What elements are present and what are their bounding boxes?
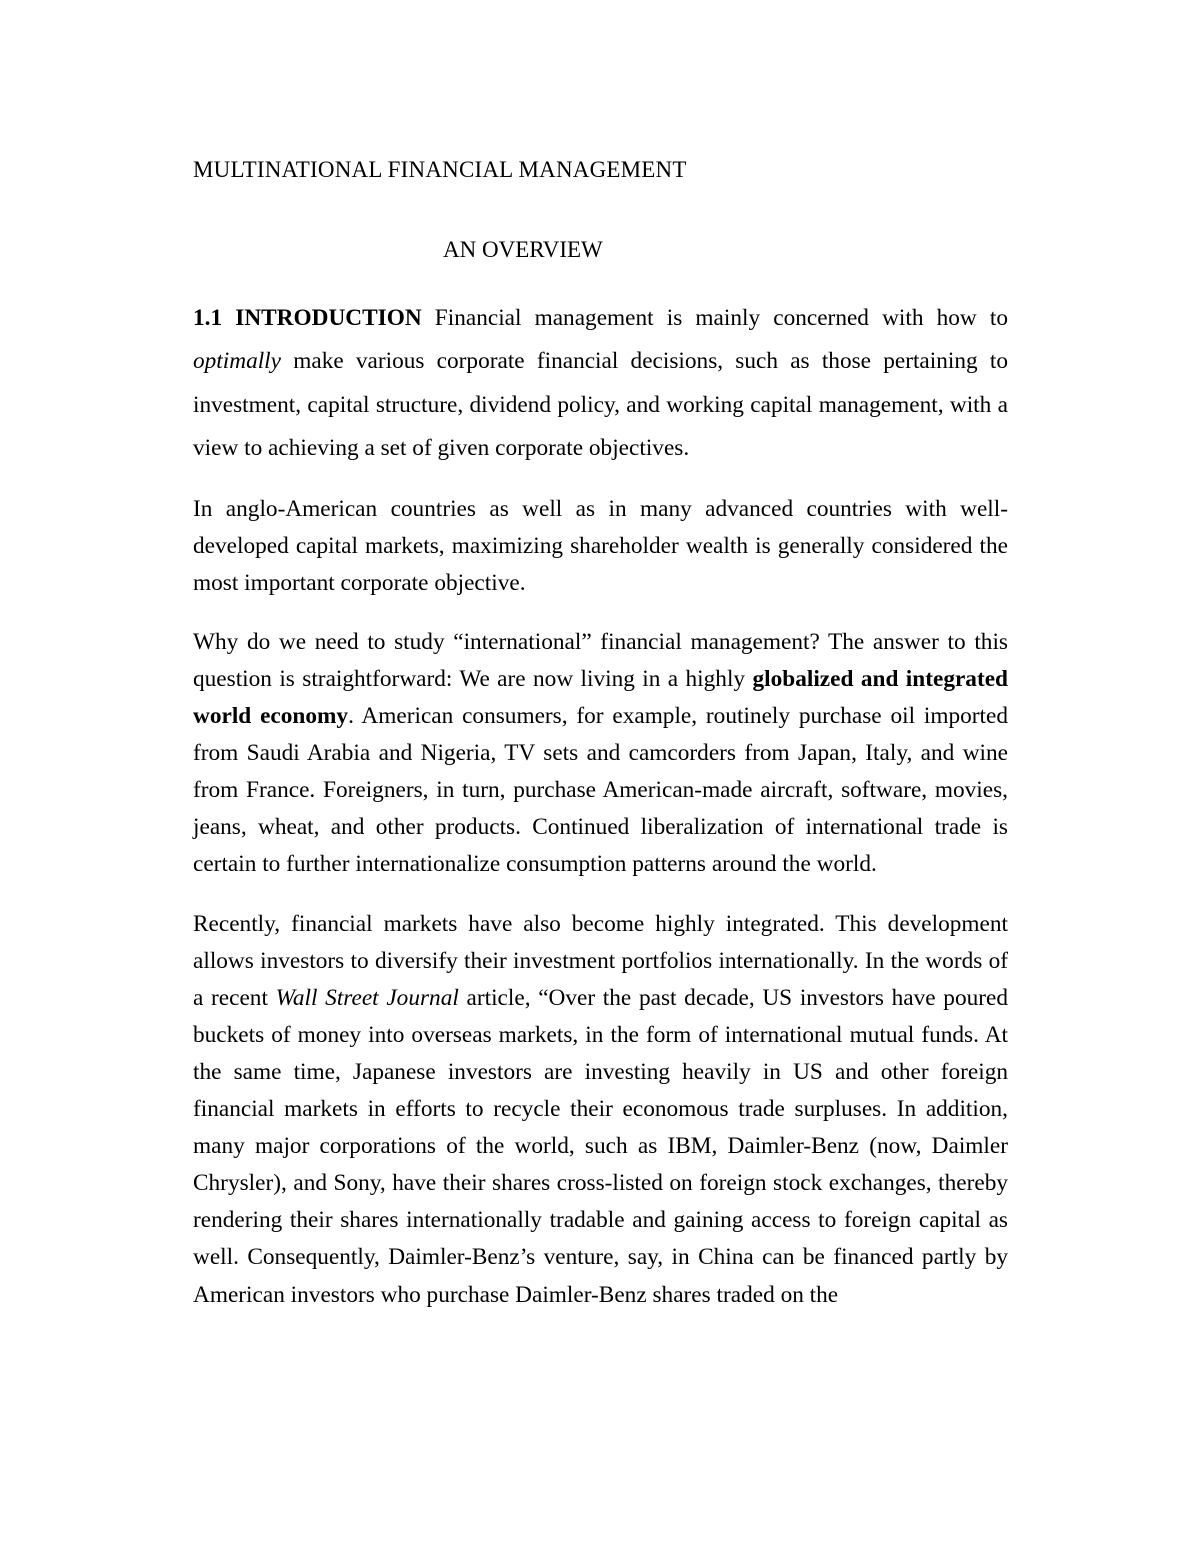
bold-text: globalized and integrated world economy bbox=[193, 666, 1009, 730]
paragraph-text: Recently, financial markets have also become highly integrated. This development allows investors to diversify their investment portfolios internationally. In the words of a recent bbox=[193, 910, 1008, 1011]
paragraph-introduction bbox=[193, 297, 1008, 471]
emphasis-text: optimally bbox=[193, 348, 282, 375]
document-title: MULTINATIONAL FINANCIAL MANAGEMENT bbox=[193, 157, 687, 182]
paragraph-text: Why do we need to study “international” financial management? The answer to this question is straightforward: We are now living in a highly bbox=[193, 628, 1008, 692]
paragraph-objective: In anglo-American countries as well as in many advanced countries with well-developed capital markets, maximizing shareholder wealth is generally considered the most important corporate objective. bbox=[193, 495, 1008, 596]
document-subtitle: AN OVERVIEW bbox=[443, 237, 603, 262]
paragraph-financial-markets bbox=[193, 906, 1008, 1314]
document-page bbox=[193, 150, 1008, 1314]
paragraph-text: make various corporate financial decisions, such as those pertaining to investment, capital structure, dividend policy, and working capital management, with a view to achieving a set of given corporate objectives. bbox=[193, 348, 1008, 462]
emphasis-text: Wall Street Journal bbox=[275, 984, 459, 1011]
paragraph-why-international bbox=[193, 624, 1008, 884]
paragraph-text: article, “Over the past decade, US investors have poured buckets of money into overseas markets, in the form of international mutual funds. At the same time, Japanese investors are investing heavily in US and other foreign financial markets in efforts to recycle their economous trade surpluses. In addition, many major corporations of the world, such as IBM, Daimler-Benz (now, Daimler Chrysler), and Sony, have their shares cross-listed on foreign stock exchanges, thereby rendering their shares internationally tradable and gaining access to foreign capital as well. Consequently, Daimler-Benz’s venture, say, in China can be financed partly by American investors who purchase Daimler-Benz shares traded on the bbox=[193, 984, 1008, 1308]
section-heading: 1.1 INTRODUCTION bbox=[193, 305, 422, 331]
paragraph-text: Financial management is mainly concerned with how to bbox=[421, 305, 1008, 331]
paragraph-text: . American consumers, for example, routinely purchase oil imported from Saudi Arabia and Nigeria, TV sets and camcorders from Japan, Italy, and wine from France. Foreigners, in turn, purchase American-made aircraft, software, movies, jeans, wheat, and other products. Continued liberalization of international trade is certain to further internationalize consumption patterns around the world. bbox=[193, 703, 1008, 878]
